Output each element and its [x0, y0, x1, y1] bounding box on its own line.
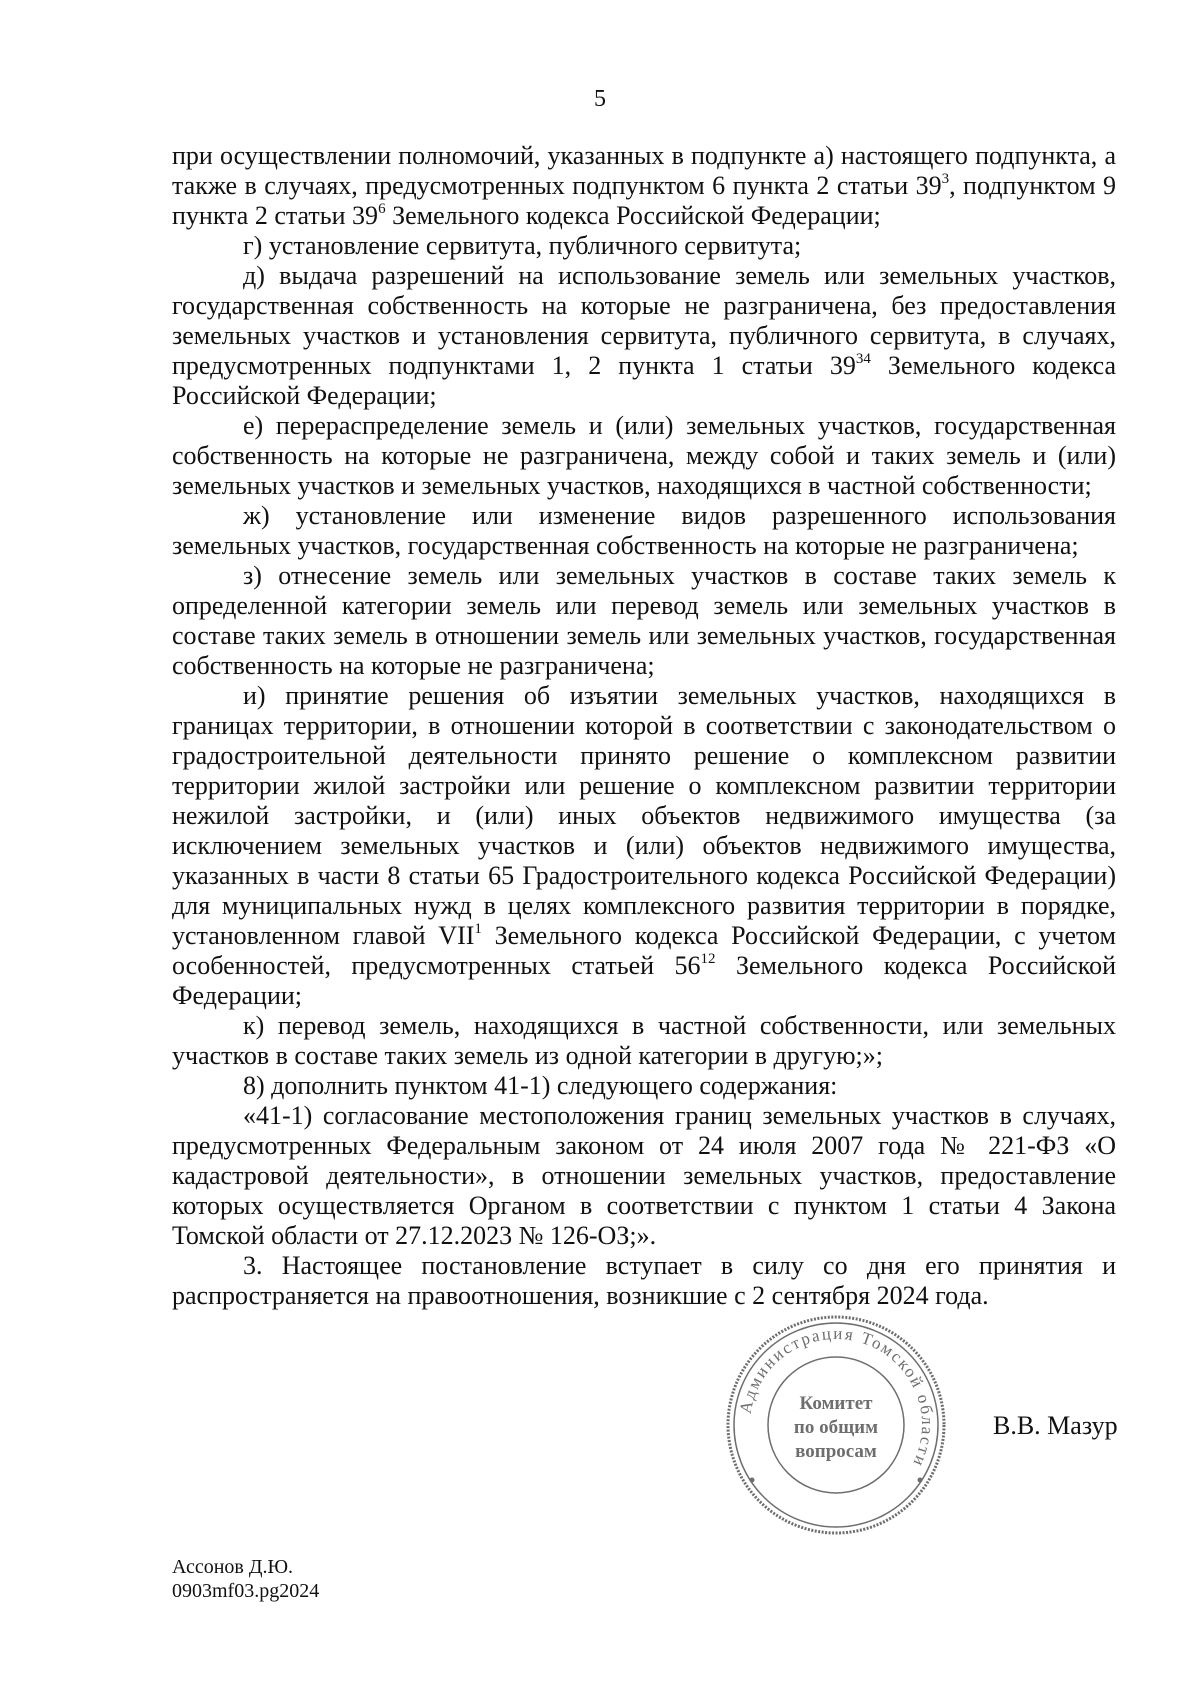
subitem-d: [172, 261, 1116, 411]
page-number: 5: [594, 86, 606, 112]
stamp-star: [918, 1478, 923, 1483]
paragraph-text: д) выдача разрешений на использование земель или земельных участков, государственная собственность на которые не разграничена, без предоставления земельных участков и установления сервитута, публичного сервитута, в случаях, предусмотренных подпунктами 1, 2 пункта 1 статьи 39: [172, 261, 1116, 380]
file-code: 0903mf03.pg2024: [172, 1580, 320, 1602]
superscript: 6: [378, 201, 386, 217]
stamp-star: [750, 1478, 755, 1483]
superscript: 34: [855, 351, 871, 367]
superscript: 12: [700, 951, 716, 967]
document-body: [172, 141, 1116, 1311]
subitem-k: к) перевод земель, находящихся в частной собственности, или земельных участков в составе таких земель из одной категории в другую;»;: [172, 1011, 1116, 1070]
clause-3: 3. Настоящее постановление вступает в силу со дня его принятия и распространяется на правоотношения, возникшие с 2 сентября 2024 года.: [172, 1251, 1116, 1310]
executor-name: Ассонов Д.Ю.: [172, 1556, 294, 1578]
stamp-center-line: вопросам: [795, 1441, 877, 1462]
stamp-center-line: Комитет: [799, 1393, 873, 1414]
subitem-g: г) установление сервитута, публичного сервитута;: [243, 231, 802, 260]
paragraph-text: , подпунктом 9 пункта 2 статьи 39: [172, 171, 1116, 230]
paragraph-text: при осуществлении полномочий, указанных в подпункте а) настоящего подпункта, а также в случаях, предусмотренных подпунктом 6 пункта 2 статьи 39: [172, 141, 1116, 200]
superscript: 3: [941, 171, 950, 187]
paragraph-text: Земельного кодекса Российской Федерации;: [172, 351, 1116, 410]
item-41-1: «41-1) согласование местоположения границ земельных участков в случаях, предусмотренных Федеральным законом от 24 июля 2007 года № 221-ФЗ «О кадастровой деятельности», в отношении земельных участков, предоставление которых осуществляется Органом в соответствии с пунктом 1 статьи 4 Закона Томской области от 27.12.2023 № 126-ОЗ;».: [172, 1101, 1116, 1250]
subitem-z: з) отнесение земель или земельных участков в составе таких земель к определенной категории земель или перевод земель или земельных участков в составе таких земель в отношении земель или земельных участков, государственная собственность на которые не разграничена;: [172, 561, 1116, 680]
official-stamp: [723, 1312, 949, 1538]
stamp-ring-text: Администрация Томской области: [735, 1323, 938, 1471]
executor-footer: [172, 1555, 319, 1603]
paragraph-text: Земельного кодекса Российской Федерации;: [172, 951, 1117, 1010]
paragraph-continuation: [172, 141, 1116, 231]
paragraph-text: и) принятие решения об изъятии земельных участков, находящихся в границах территории, в отношении которой в соответствии с законодательством о градостроительной деятельности принято решение о комплексном развитии территории жилой застройки или решение о комплексном развитии территории нежилой застройки, и (или) иных объектов недвижимого имущества (за исключением земельных участков и (или) объектов недвижимого имущества, указанных в части 8 статьи 65 Градостроительного кодекса Российской Федерации) для муниципальных нужд в целях комплексного развития территории в порядке, установленном главой VII: [172, 681, 1116, 950]
paragraph-text: Земельного кодекса Российской Федерации;: [385, 201, 881, 230]
subitem-e: е) перераспределение земель и (или) земельных участков, государственная собственность на которые не разграничена, между собой и таких земель и (или) земельных участков и земельных участков, находящихся в частной собственности;: [172, 411, 1116, 500]
subitem-zh: ж) установление или изменение видов разрешенного использования земельных участков, государственная собственность на которые не разграничена;: [172, 501, 1116, 560]
paragraph-text: Земельного кодекса Российской Федерации, с учетом особенностей, предусмотренных статьей 56: [172, 921, 1117, 980]
superscript: 1: [474, 921, 482, 937]
subitem-i: [172, 681, 1116, 1011]
item-8: 8) дополнить пунктом 41-1) следующего содержания:: [243, 1071, 838, 1100]
stamp-center-line: по общим: [793, 1417, 879, 1438]
signatory-name: В.В. Мазур: [993, 1411, 1118, 1440]
